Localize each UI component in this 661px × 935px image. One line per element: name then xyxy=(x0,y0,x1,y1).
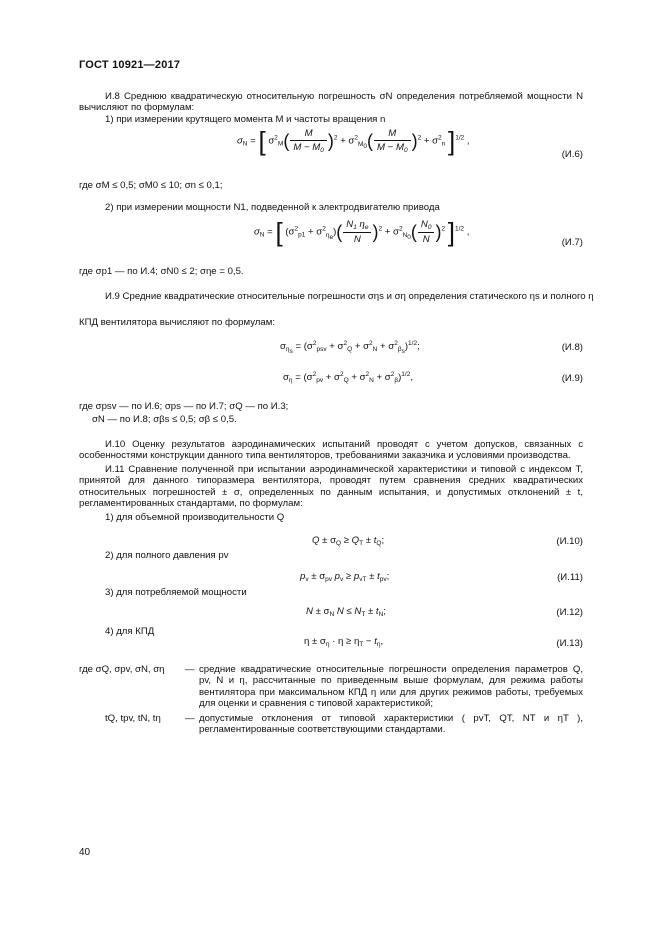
item-power: 2) при измерении мощности N1, подведенной к электродвигателю привода xyxy=(105,202,440,213)
equation-i8: $\sigma_{\eta_s} = (\sigma^2_{psv} + \sigma^2_Q + \sigma^2_N + \sigma^2_{\beta_s})^{1/2}$; xyxy=(280,340,420,355)
item-flow: 1) для объемной производительности Q xyxy=(105,512,285,523)
item-pressure: 2) для полного давления pv xyxy=(105,550,229,561)
paragraph-i8: И.8 Среднюю квадратическую относительную погрешность σN определения потребляемой мощности N вычисляют по формулам: xyxy=(79,91,583,114)
legend-term-sigma: где σQ, σpv, σN, ση xyxy=(79,664,165,675)
where-i6: где σM ≤ 0,5; σM0 ≤ 10; σn ≤ 0,1; xyxy=(79,180,223,191)
where-i7: где σp1 — по И.4; σN0 ≤ 2; σηe = 0,5. xyxy=(79,266,244,277)
paragraph-i9-line1: И.9 Средние квадратические относительные погрешности σηs и ση определения статического ηs и полного η xyxy=(105,291,594,302)
equation-i13-number: (И.13) xyxy=(556,638,583,649)
equation-i13: $\eta \pm \sigma_\eta \cdot \eta \ge \eta_T - t_\eta$, xyxy=(304,636,384,648)
equation-i7-number: (И.7) xyxy=(561,237,583,248)
equation-i10: $Q \pm \sigma_Q \ge Q_T \pm t_Q$; xyxy=(312,535,385,547)
legend-dash: — xyxy=(185,664,195,675)
paragraph-i11: И.11 Сравнение полученной при испытании аэродинамической характеристики и типовой с индексом Т, принятой для данного типоразмера вентилятора, проводят путем сравнения средних квадратических относительных погрешностей ± σ, определенных по данным испытания, и допустимых отклонений ± t, регламентированных стандартами, по формулам: xyxy=(79,464,583,510)
item-torque: 1) при измерении крутящего момента M и частоты вращения n xyxy=(105,114,386,125)
equation-i10-number: (И.10) xyxy=(556,536,583,547)
legend-row-t xyxy=(79,713,583,736)
where-i9-line1: где σpsv — по И.6; σps — по И.7; σQ — по И.3; xyxy=(79,401,289,412)
equation-i7: $\sigma_N$ = [ $(\sigma^2_{p1} + \sigma^2_{\eta_e})$( $\frac{N_1 \eta_e}{N}$ )$^2 + \sigma^2_{N_0}$( $\frac{N_0}{N}$ )$^2$ ]$^{1/2}$ , xyxy=(254,217,470,247)
equation-i11-number: (И.11) xyxy=(557,572,583,583)
legend-text-t: допустимые отклонения от типовой характеристики ( pvT, QT, NT и ηT ), регламентированные соответствующими стандартами. xyxy=(199,712,583,736)
equation-i6-number: (И.6) xyxy=(561,149,583,160)
where-i9-line2: σN — по И.8; σβs ≤ 0,5; σβ ≤ 0,5. xyxy=(92,414,237,425)
paragraph-i9-line2: КПД вентилятора вычисляют по формулам: xyxy=(79,317,276,328)
equation-i12: $N \pm \sigma_N$ $N \le N_T \pm t_N$; xyxy=(306,606,386,618)
legend-dash: — xyxy=(185,712,195,724)
equation-i6: $\sigma_N$ = [ $\sigma^2_M$( $\frac{M}{M - M_0}$ )$^2 + \sigma^2_{M_0}$( $\frac{M}{M - M_0}$ )$^2 + \sigma^2_n$ ]$^{1/2}$ , xyxy=(237,126,470,156)
paragraph-i10: И.10 Оценку результатов аэродинамических испытаний проводят с учетом допусков, связанных с особенностями конструкции данного типа вентиляторов, требованиями заказчика и условиями производства. xyxy=(79,439,583,462)
document-header: ГОСТ 10921—2017 xyxy=(79,59,181,71)
item-efficiency: 4) для КПД xyxy=(105,626,155,637)
equation-i9-number: (И.9) xyxy=(561,373,583,384)
page-number: 40 xyxy=(79,847,91,858)
equation-i9: $\sigma_\eta = (\sigma^2_{pv} + \sigma^2_Q + \sigma^2_N + \sigma^2_\beta)^{1/2}$, xyxy=(283,371,413,384)
legend-row-sigma xyxy=(79,664,583,710)
legend-term-t: tQ, tpv, tN, tη xyxy=(105,712,161,724)
equation-i11: $p_v \pm \sigma_{pv}$ $p_v \ge p_{vT} \pm t_{pv}$; xyxy=(300,571,390,583)
equation-i8-number: (И.8) xyxy=(561,342,583,353)
legend-text-sigma: средние квадратические относительные погрешности определения параметров Q, pv, N и η, рассчитанные по приведенным выше формулам, для режима работы вентилятора при максимальном КПД η или для других режимов работы, требуемых для оценки и сравнения с типовой характеристикой; xyxy=(199,664,583,710)
item-consumed-power: 3) для потребляемой мощности xyxy=(105,587,247,598)
legend xyxy=(79,664,583,735)
equation-i12-number: (И.12) xyxy=(556,607,583,618)
